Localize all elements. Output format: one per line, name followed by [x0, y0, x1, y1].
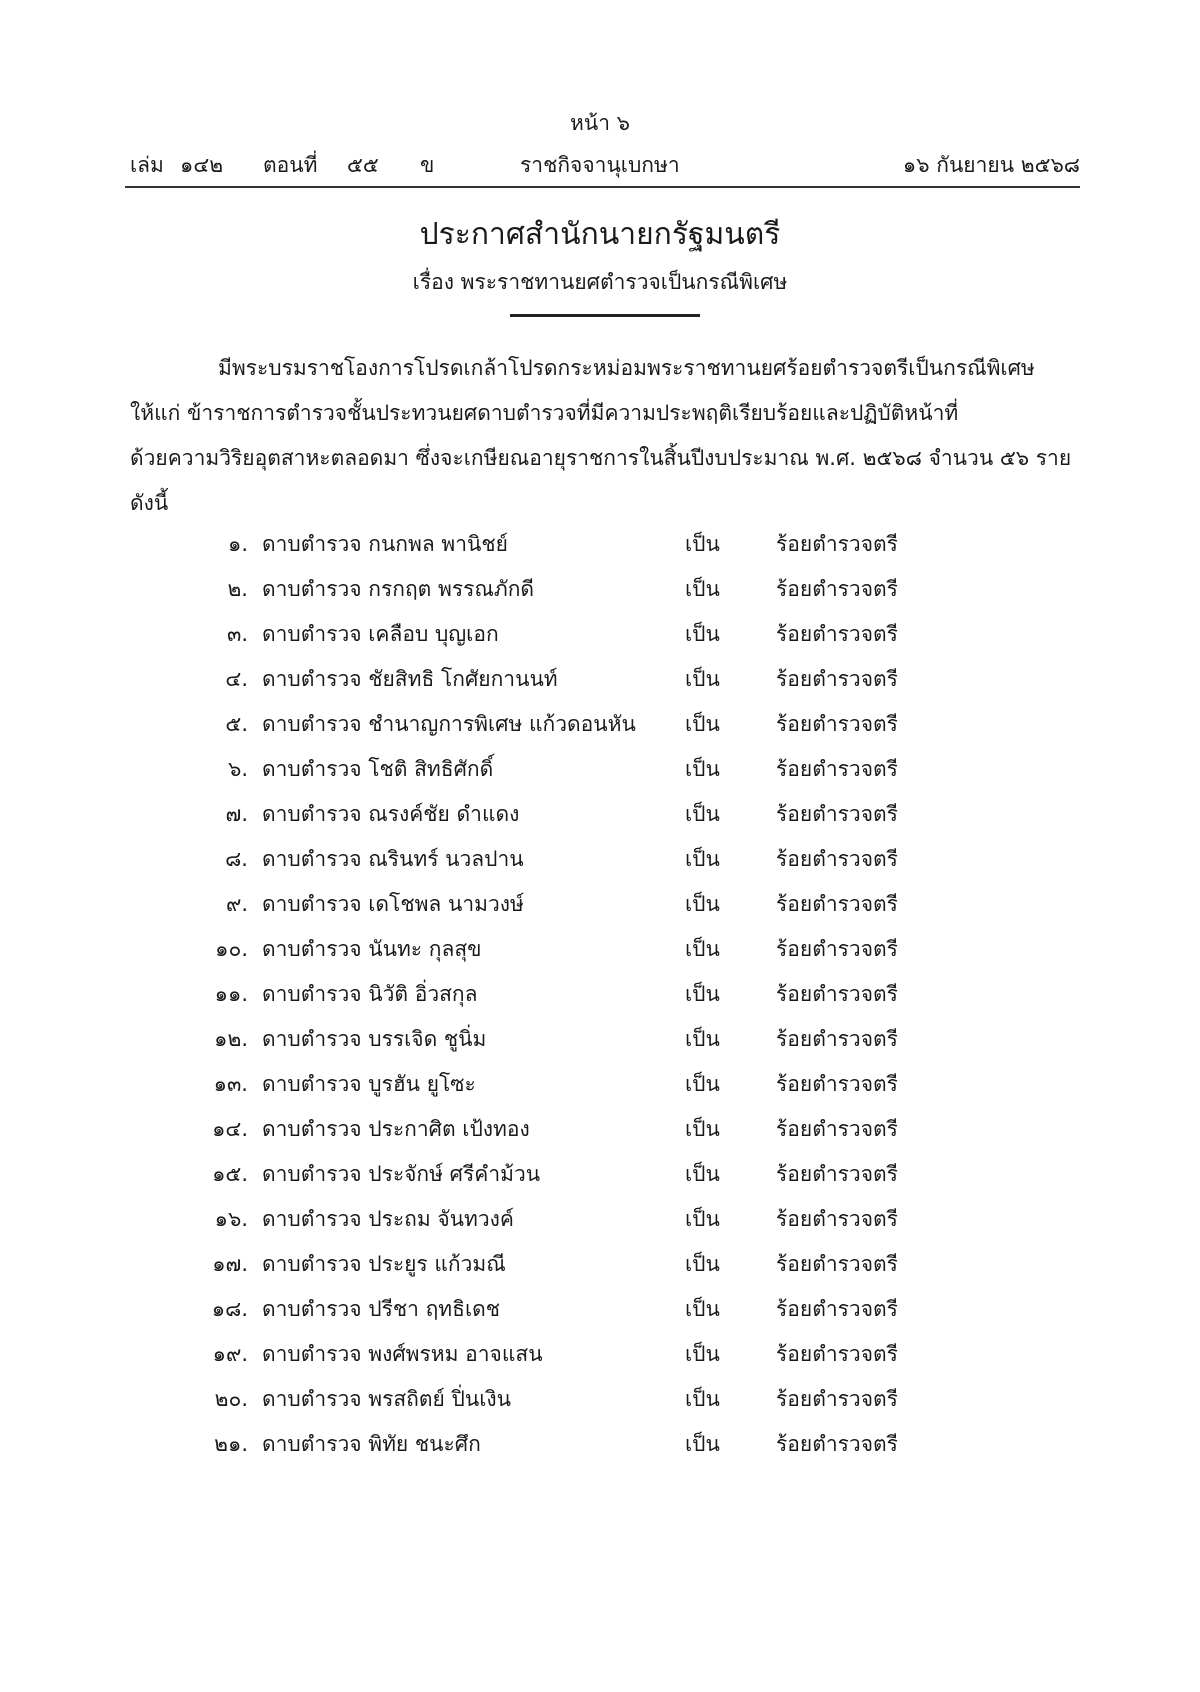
granted-rank: ร้อยตำรวจตรี: [776, 892, 898, 916]
page-number: หน้า ๖: [570, 111, 630, 135]
granted-rank: ร้อยตำรวจตรี: [776, 1207, 898, 1231]
officer-name: ดาบตำรวจ ณรงค์ชัย ดำแดง: [262, 802, 520, 826]
officer-name: ดาบตำรวจ ชัยสิทธิ โกศัยกานนท์: [262, 667, 558, 691]
list-item: [0, 1158, 1200, 1203]
item-number: ๒.: [227, 577, 248, 601]
granted-rank: ร้อยตำรวจตรี: [776, 622, 898, 646]
connector-word: เป็น: [685, 1072, 720, 1096]
connector-word: เป็น: [685, 1207, 720, 1231]
officer-name: ดาบตำรวจ กนกพล พานิชย์: [262, 532, 508, 556]
body-line: ดังนี้: [130, 491, 169, 515]
item-number: ๒๐.: [214, 1387, 248, 1411]
list-item: [0, 528, 1200, 573]
officer-name: ดาบตำรวจ ปรีชา ฤทธิเดช: [262, 1297, 501, 1321]
item-number: ๑๗.: [212, 1252, 248, 1276]
list-item: [0, 798, 1200, 843]
granted-rank: ร้อยตำรวจตรี: [776, 1027, 898, 1051]
list-item: [0, 708, 1200, 753]
volume-label: เล่ม: [130, 153, 164, 177]
item-number: ๓.: [226, 622, 248, 646]
granted-rank: ร้อยตำรวจตรี: [776, 667, 898, 691]
granted-rank: ร้อยตำรวจตรี: [776, 532, 898, 556]
officer-name: ดาบตำรวจ บรรเจิด ชูนิ่ม: [262, 1027, 487, 1051]
granted-rank: ร้อยตำรวจตรี: [776, 1297, 898, 1321]
connector-word: เป็น: [685, 757, 720, 781]
connector-word: เป็น: [685, 532, 720, 556]
list-item: [0, 933, 1200, 978]
granted-rank: ร้อยตำรวจตรี: [776, 1162, 898, 1186]
connector-word: เป็น: [685, 577, 720, 601]
item-number: ๑๘.: [211, 1297, 248, 1321]
list-item: [0, 1203, 1200, 1248]
list-item: [0, 753, 1200, 798]
issue-label: ตอนที่: [263, 153, 318, 177]
officer-name: ดาบตำรวจ ประยูร แก้วมณี: [262, 1252, 506, 1276]
list-item: [0, 1023, 1200, 1068]
body-line: ด้วยความวิริยอุตสาหะตลอดมา ซึ่งจะเกษียณอายุราชการในสิ้นปีงบประมาณ พ.ศ. ๒๕๖๘ จำนวน ๕๖ ราย: [130, 446, 1072, 470]
connector-word: เป็น: [685, 712, 720, 736]
granted-rank: ร้อยตำรวจตรี: [776, 982, 898, 1006]
publication-date: ๑๖ กันยายน ๒๕๖๘: [902, 153, 1080, 177]
connector-word: เป็น: [685, 667, 720, 691]
connector-word: เป็น: [685, 1387, 720, 1411]
granted-rank: ร้อยตำรวจตรี: [776, 1072, 898, 1096]
item-number: ๑๒.: [214, 1027, 248, 1051]
connector-word: เป็น: [685, 1297, 720, 1321]
announcement-subject: เรื่อง พระราชทานยศตำรวจเป็นกรณีพิเศษ: [412, 270, 788, 294]
officer-name: ดาบตำรวจ ชำนาญการพิเศษ แก้วดอนหัน: [262, 712, 636, 736]
connector-word: เป็น: [685, 1162, 720, 1186]
officer-name: ดาบตำรวจ ประถม จันทวงค์: [262, 1207, 514, 1231]
item-number: ๑๓.: [213, 1072, 248, 1096]
item-number: ๑๑.: [214, 982, 248, 1006]
officer-name: ดาบตำรวจ ประกาศิต เป้งทอง: [262, 1117, 530, 1141]
item-number: ๙.: [225, 892, 248, 916]
announcement-title: ประกาศสำนักนายกรัฐมนตรี: [419, 217, 781, 252]
connector-word: เป็น: [685, 982, 720, 1006]
officer-name: ดาบตำรวจ พงศ์พรหม อาจแสน: [262, 1342, 543, 1366]
item-number: ๑๕.: [212, 1162, 248, 1186]
officer-name: ดาบตำรวจ นันทะ กุลสุข: [262, 937, 482, 961]
granted-rank: ร้อยตำรวจตรี: [776, 802, 898, 826]
list-item: [0, 1383, 1200, 1428]
header-divider: [125, 186, 1080, 188]
running-header: [125, 150, 1080, 182]
item-number: ๑๔.: [212, 1117, 248, 1141]
officer-name: ดาบตำรวจ พรสถิตย์ ปิ่นเงิน: [262, 1387, 511, 1411]
connector-word: เป็น: [685, 802, 720, 826]
officer-name: ดาบตำรวจ พิทัย ชนะศึก: [262, 1432, 481, 1456]
connector-word: เป็น: [685, 847, 720, 871]
list-item: [0, 1338, 1200, 1383]
list-item: [0, 888, 1200, 933]
section-letter: ข: [420, 153, 435, 177]
granted-rank: ร้อยตำรวจตรี: [776, 757, 898, 781]
gazette-name: ราชกิจจานุเบกษา: [520, 153, 680, 177]
connector-word: เป็น: [685, 892, 720, 916]
connector-word: เป็น: [685, 1252, 720, 1276]
connector-word: เป็น: [685, 937, 720, 961]
list-item: [0, 1113, 1200, 1158]
item-number: ๑๙.: [212, 1342, 248, 1366]
item-number: ๔.: [225, 667, 248, 691]
granted-rank: ร้อยตำรวจตรี: [776, 937, 898, 961]
officer-name: ดาบตำรวจ ณรินทร์ นวลปาน: [262, 847, 524, 871]
officer-name: ดาบตำรวจ เคลือบ บุญเอก: [262, 622, 499, 646]
officer-name: ดาบตำรวจ เดโชพล นามวงษ์: [262, 892, 524, 916]
subject-divider: [510, 314, 700, 317]
item-number: ๒๑.: [214, 1432, 248, 1456]
granted-rank: ร้อยตำรวจตรี: [776, 1117, 898, 1141]
granted-rank: ร้อยตำรวจตรี: [776, 1252, 898, 1276]
promotion-list: [0, 528, 1200, 1473]
granted-rank: ร้อยตำรวจตรี: [776, 577, 898, 601]
connector-word: เป็น: [685, 1027, 720, 1051]
officer-name: ดาบตำรวจ ประจักษ์ ศรีคำม้วน: [262, 1162, 541, 1186]
volume-number: ๑๔๒: [180, 153, 224, 177]
item-number: ๗.: [225, 802, 248, 826]
list-item: [0, 1293, 1200, 1338]
list-item: [0, 618, 1200, 663]
list-item: [0, 978, 1200, 1023]
announcement-body: [130, 346, 1075, 526]
granted-rank: ร้อยตำรวจตรี: [776, 712, 898, 736]
officer-name: ดาบตำรวจ กรกฤต พรรณภักดี: [262, 577, 535, 601]
connector-word: เป็น: [685, 1117, 720, 1141]
granted-rank: ร้อยตำรวจตรี: [776, 847, 898, 871]
list-item: [0, 1248, 1200, 1293]
granted-rank: ร้อยตำรวจตรี: [776, 1342, 898, 1366]
connector-word: เป็น: [685, 1342, 720, 1366]
list-item: [0, 1428, 1200, 1473]
connector-word: เป็น: [685, 1432, 720, 1456]
list-item: [0, 663, 1200, 708]
officer-name: ดาบตำรวจ บูรฮัน ยูโซะ: [262, 1072, 476, 1096]
item-number: ๘.: [225, 847, 248, 871]
officer-name: ดาบตำรวจ นิวัติ อิ่วสกุล: [262, 982, 478, 1006]
item-number: ๑.: [227, 532, 248, 556]
granted-rank: ร้อยตำรวจตรี: [776, 1387, 898, 1411]
item-number: ๕.: [225, 712, 248, 736]
item-number: ๑๖.: [214, 1207, 248, 1231]
body-line: มีพระบรมราชโองการโปรดเกล้าโปรดกระหม่อมพระราชทานยศร้อยตำรวจตรีเป็นกรณีพิเศษ: [218, 356, 1035, 380]
granted-rank: ร้อยตำรวจตรี: [776, 1432, 898, 1456]
issue-number: ๕๕: [347, 153, 379, 177]
list-item: [0, 843, 1200, 888]
body-line: ให้แก่ ข้าราชการตำรวจชั้นประทวนยศดาบตำรวจที่มีความประพฤติเรียบร้อยและปฏิบัติหน้าที่: [130, 401, 959, 425]
list-item: [0, 1068, 1200, 1113]
item-number: ๑๐.: [215, 937, 248, 961]
officer-name: ดาบตำรวจ โชติ สิทธิศักดิ์: [262, 757, 494, 781]
connector-word: เป็น: [685, 622, 720, 646]
item-number: ๖.: [227, 757, 248, 781]
list-item: [0, 573, 1200, 618]
